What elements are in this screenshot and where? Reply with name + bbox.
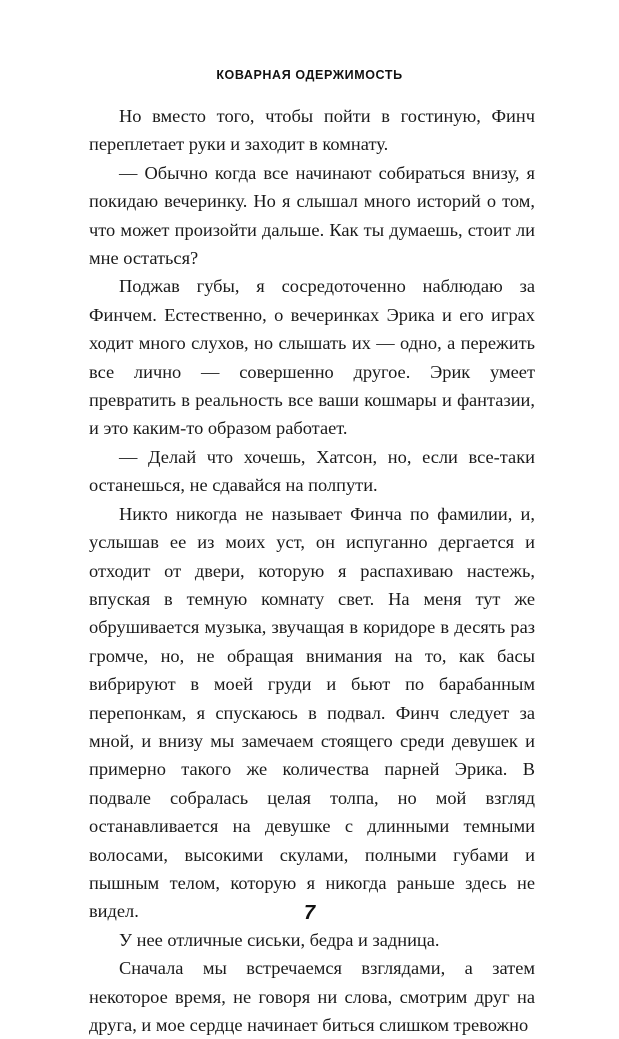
paragraph: У нее отличные сиськи, бедра и задница.	[119, 929, 440, 950]
running-title: КОВАРНАЯ ОДЕРЖИМОСТЬ	[216, 68, 403, 82]
paragraph: Поджав губы, я сосредоточенно наблюдаю за Финчем. Естественно, о вечеринках Эрика и его играх ходит много слухов, но слышать их — одно, а пережить все лично — совершенно другое. Эрик умеет превратить в реальность все ваши кошмары и фантазии, и это каким-то образом работает.	[89, 276, 535, 439]
paragraph: — Делай что хочешь, Хатсон, но, если все-таки останешься, не сдавайся на полпути.	[89, 446, 535, 496]
paragraph: Сначала мы встречаемся взглядами, а затем некоторое время, не говоря ни слова, смотрим друг на друга, и мое сердце начинает биться слишком тревожно	[89, 958, 535, 1035]
body-text	[89, 102, 535, 1039]
paragraph: Никто никогда не называет Финча по фамилии, и, услышав ее из моих уст, он испуганно дергается и отходит от двери, которую я распахиваю настежь, впуская в темную комнату свет. На меня тут же обрушивается музыка, звучащая в коридоре в десять раз громче, но, не обращая внимания на то, как басы вибрируют в моей груди и бьют по барабанным перепонкам, я спускаюсь в подвал. Финч следует за мной, и внизу мы замечаем стоящего среди девушек и примерно такого же количества парней Эрика. В подвале собралась целая толпа, но мой взгляд останавливается на девушке с длинными темными волосами, высокими скулами, полными губами и пышным телом, которую я никогда раньше здесь не видел.	[89, 503, 535, 922]
page-number: 7	[303, 902, 316, 924]
paragraph: — Обычно когда все начинают собираться внизу, я покидаю вечеринку. Но я слышал много историй о том, что может произойти дальше. Как ты думаешь, стоит ли мне остаться?	[89, 162, 535, 269]
paragraph: Но вместо того, чтобы пойти в гостиную, Финч переплетает руки и заходит в комнату.	[89, 106, 535, 155]
